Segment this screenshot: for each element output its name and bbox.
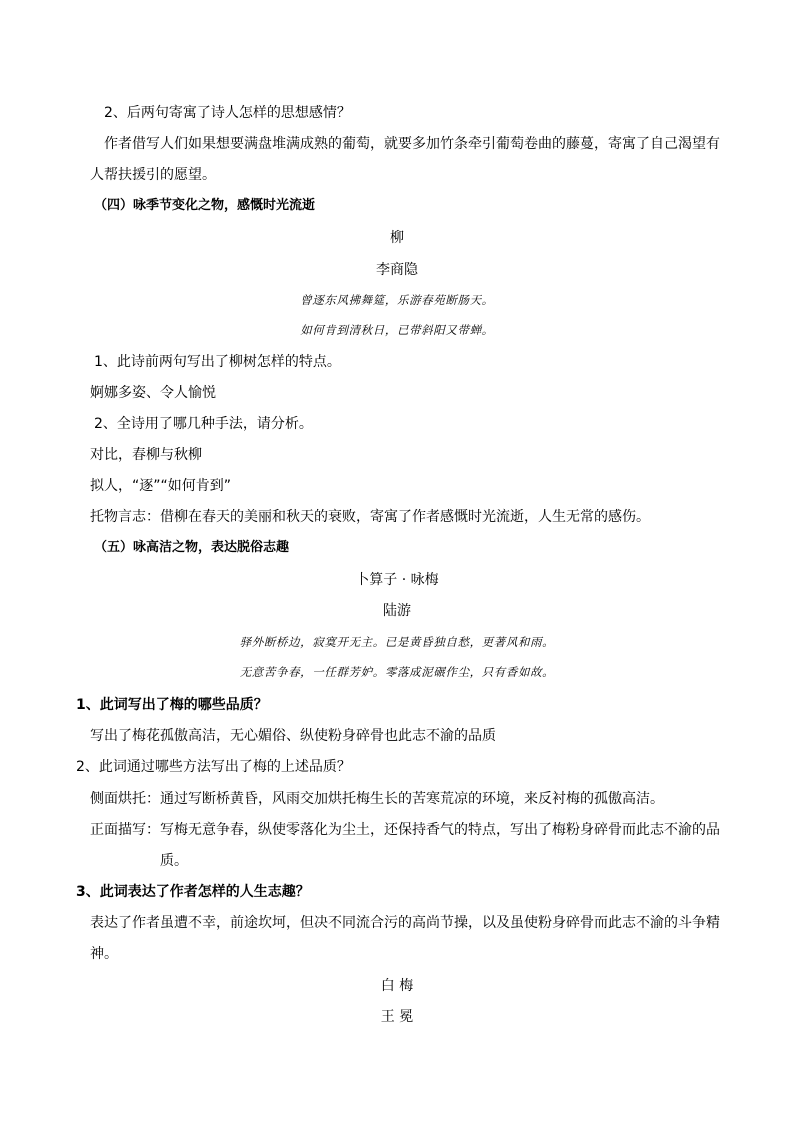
poem-author-lu-you: 陆游 [383,603,411,619]
poem-line: 如何肯到清秋日，已带斜阳又带蝉。 [300,323,494,337]
poem-title-yong-mei: 卜算子 · 咏梅 [355,572,439,588]
answer-5-2-line-3: 质。 [160,853,188,869]
poem-author-wang-mian: 王 冕 [380,1009,414,1025]
question-4-2: 2、全诗用了哪几种手法，请分析。 [94,416,313,432]
answer-5-2-line-2: 正面描写：写梅无意争春，纵使零落化为尘土，还保持香气的特点，写出了梅粉身碎骨而此志不渝的品 [90,822,720,838]
answer-4-2-line-1: 对比，春柳与秋柳 [90,447,202,463]
poem-line: 驿外断桥边，寂寞开无主。已是黄昏独自愁，更著风和雨。 [239,635,555,649]
question-5-3: 3、此词表达了作者怎样的人生志趣？ [76,884,310,900]
poem-title-bai-mei: 白 梅 [380,978,414,994]
poem-line: 曾逐东风拂舞筵，乐游春苑断肠天。 [300,293,494,307]
answer-4-1: 婀娜多姿、令人愉悦 [90,385,216,401]
answer-5-2-line-1: 侧面烘托：通过写断桥黄昏，风雨交加烘托梅生长的苦寒荒凉的环境，来反衬梅的孤傲高洁。 [90,791,664,807]
answer-2-line-2: 人帮扶援引的愿望。 [90,167,216,183]
question-5-1: 1、此词写出了梅的哪些品质？ [76,697,268,713]
section-4-heading: （四）咏季节变化之物，感慨时光流逝 [94,198,316,213]
section-5-heading: （五）咏高洁之物，表达脱俗志趣 [94,540,290,555]
answer-5-3-line-2: 神。 [90,946,118,962]
answer-4-2-line-3: 托物言志：借柳在春天的美丽和秋天的衰败，寄寓了作者感慨时光流逝，人生无常的感伤。 [90,509,650,525]
question-4-1: 1、此诗前两句写出了柳树怎样的特点。 [94,354,341,370]
question-5-2: 2、此词通过哪些方法写出了梅的上述品质？ [76,759,351,775]
poem-line: 无意苦争春，一任群芳妒。零落成泥碾作尘，只有香如故。 [239,665,555,679]
answer-4-2-line-2: 拟人，“逐”“如何肯到” [90,478,232,494]
poem-title-liu: 柳 [390,230,404,246]
answer-2-line-1: 作者借写人们如果想要满盘堆满成熟的葡萄，就要多加竹条牵引葡萄卷曲的藤蔓，寄寓了自己渴望有 [104,136,720,152]
question-2: 2、后两句寄寓了诗人怎样的思想感情？ [104,105,351,121]
poem-author-li-shangyin: 李商隐 [376,262,418,278]
answer-5-1: 写出了梅花孤傲高洁，无心媚俗、纵使粉身碎骨也此志不渝的品质 [90,728,496,744]
answer-5-3-line-1: 表达了作者虽遭不幸，前途坎坷，但决不同流合污的高尚节操，以及虽使粉身碎骨而此志不渝的斗争精 [90,915,720,931]
